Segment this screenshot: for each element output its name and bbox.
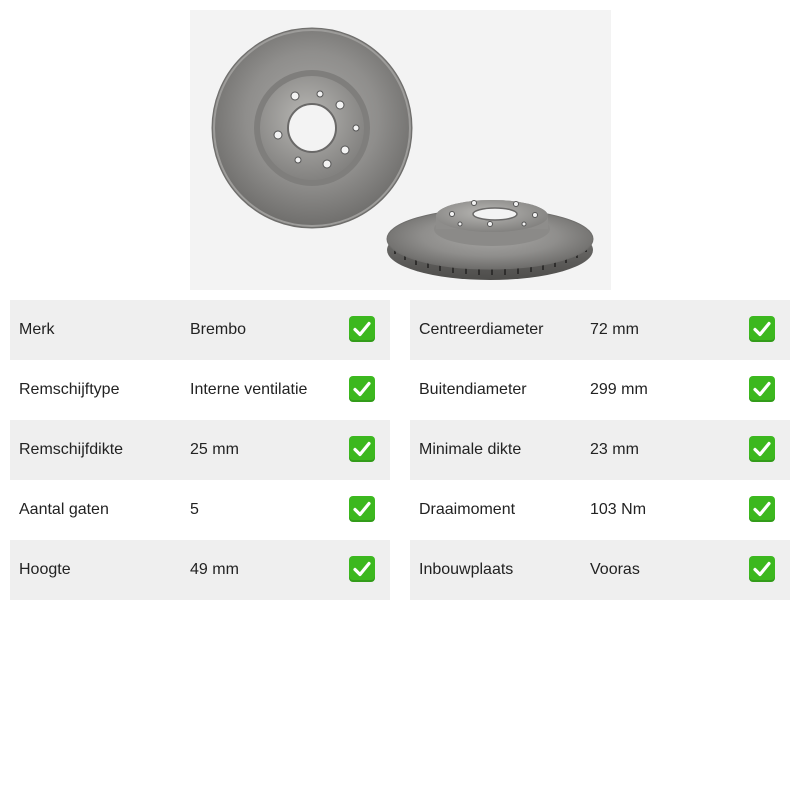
- spec-row: [10, 540, 390, 600]
- spec-row: [410, 540, 790, 600]
- check-icon: [749, 436, 775, 462]
- spec-value: 23 mm: [590, 441, 639, 458]
- spec-value: 103 Nm: [590, 501, 647, 518]
- spec-label: Inbouwplaats: [419, 561, 514, 578]
- spec-label: Aantal gaten: [19, 501, 109, 518]
- spec-row: [410, 360, 790, 420]
- spec-label: Centreerdiameter: [419, 321, 544, 338]
- brake-discs-icon: [190, 10, 611, 290]
- spec-value: 72 mm: [590, 321, 639, 338]
- spec-value: Vooras: [590, 561, 640, 578]
- check-icon: [349, 436, 375, 462]
- spec-table-right: [410, 300, 790, 600]
- spec-row: [410, 300, 790, 360]
- spec-label: Buitendiameter: [419, 381, 527, 398]
- check-icon: [349, 376, 375, 402]
- spec-value: Brembo: [190, 321, 247, 338]
- spec-label: Merk: [19, 321, 55, 338]
- spec-value: 49 mm: [190, 561, 239, 578]
- spec-row: [410, 420, 790, 480]
- spec-label: Hoogte: [19, 561, 71, 578]
- spec-label: Draaimoment: [419, 501, 516, 518]
- check-icon: [749, 496, 775, 522]
- check-icon: [749, 316, 775, 342]
- check-icon: [349, 496, 375, 522]
- spec-label: Remschijftype: [19, 381, 120, 398]
- check-icon: [749, 376, 775, 402]
- spec-value: Interne ventilatie: [190, 381, 308, 398]
- product-image: [190, 10, 611, 290]
- spec-value: 299 mm: [590, 381, 648, 398]
- spec-label: Remschijfdikte: [19, 441, 124, 458]
- spec-value: 25 mm: [190, 441, 239, 458]
- spec-row: [10, 360, 390, 420]
- spec-row: [10, 480, 390, 540]
- spec-label: Minimale dikte: [419, 441, 522, 458]
- spec-table-left: [10, 300, 390, 600]
- check-icon: [749, 556, 775, 582]
- spec-value: 5: [190, 501, 199, 518]
- check-icon: [349, 556, 375, 582]
- spec-row: [10, 420, 390, 480]
- spec-row: [410, 480, 790, 540]
- spec-row: [10, 300, 390, 360]
- check-icon: [349, 316, 375, 342]
